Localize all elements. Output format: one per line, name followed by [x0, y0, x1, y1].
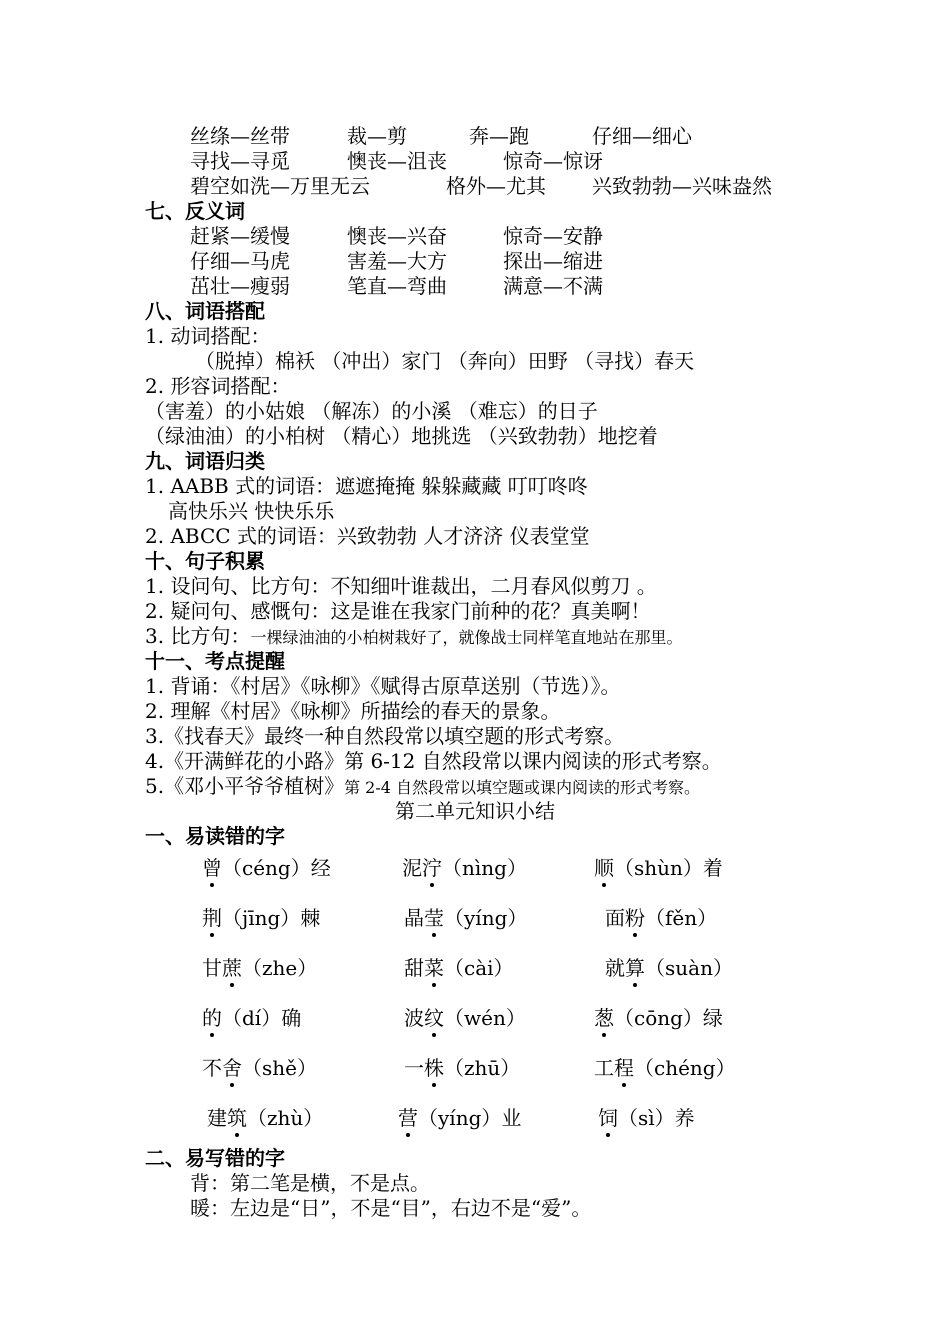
entry-pinyin: （shùn）着 — [614, 856, 723, 880]
synonym-word: 寻找—寻觅 — [190, 149, 290, 173]
synonym-word: 丝绦—丝带 — [190, 124, 290, 148]
dotted-character: 筑 — [227, 1106, 247, 1130]
antonym-word: 赶紧—缓慢 — [190, 224, 290, 248]
dotted-character: 蔗 — [222, 956, 242, 980]
pronunciation-entry — [404, 956, 514, 981]
entry-pinyin: （dí）确 — [222, 1006, 302, 1030]
section-heading: 十一、考点提醒 — [145, 649, 285, 673]
dotted-character: 纹 — [424, 1006, 444, 1030]
pronunciation-entry — [594, 1056, 736, 1081]
entry-pinyin: （suàn） — [645, 956, 733, 980]
synonym-word: 兴致勃勃—兴味盎然 — [592, 174, 772, 198]
entry-prefix: 一 — [404, 1056, 424, 1080]
unit-title: 第二单元知识小结 — [395, 799, 555, 823]
dotted-character: 株 — [424, 1056, 444, 1080]
entry-pinyin: （wén） — [444, 1006, 526, 1030]
dotted-character: 的 — [202, 1006, 222, 1030]
dotted-character: 营 — [398, 1106, 418, 1130]
dotted-character: 顺 — [594, 856, 614, 880]
pronunciation-entry — [594, 856, 723, 881]
list-item: 2. 理解《村居》《咏柳》所描绘的春天的景象。 — [145, 699, 561, 723]
entry-pinyin: （cài） — [444, 956, 514, 980]
dotted-character: 泞 — [422, 856, 442, 880]
dotted-character: 饲 — [598, 1106, 618, 1130]
synonym-word: 惊奇—惊讶 — [503, 149, 603, 173]
entry-prefix: 就 — [605, 956, 625, 980]
entry-prefix: 晶 — [404, 906, 424, 930]
antonym-word: 仔细—马虎 — [190, 249, 290, 273]
entry-pinyin: （chéng） — [634, 1056, 736, 1080]
entry-pinyin: （zhū） — [444, 1056, 521, 1080]
entry-pinyin: （yíng）业 — [418, 1106, 522, 1130]
pronunciation-entry — [598, 1106, 695, 1131]
synonym-word: 裁—剪 — [347, 124, 407, 148]
dotted-character: 莹 — [424, 906, 444, 930]
section-heading: 九、词语归类 — [145, 449, 265, 473]
dotted-character: 粉 — [625, 906, 645, 930]
section-heading: 八、词语搭配 — [145, 299, 265, 323]
entry-pinyin: （nìng） — [442, 856, 527, 880]
entry-pinyin: （jīng）棘 — [222, 906, 321, 930]
dotted-character: 曾 — [202, 856, 222, 880]
list-item: 2. 疑问句、感慨句：这是谁在我家门前种的花？真美啊！ — [145, 599, 651, 623]
pronunciation-entry — [398, 1106, 521, 1131]
list-item: 1. 设问句、比方句：不知细叶谁裁出，二月春风似剪刀 。 — [145, 574, 657, 598]
pronunciation-entry — [202, 956, 317, 981]
pronunciation-entry — [207, 1106, 323, 1131]
pronunciation-entry — [404, 1056, 520, 1081]
entry-prefix: 甘 — [202, 956, 222, 980]
dotted-character: 菜 — [424, 956, 444, 980]
dotted-character: 算 — [625, 956, 645, 980]
pronunciation-entry — [594, 1006, 723, 1031]
dotted-character: 舍 — [222, 1056, 242, 1080]
synonym-word: 懊丧—沮丧 — [347, 149, 447, 173]
antonym-word: 探出—缩进 — [503, 249, 603, 273]
entry-pinyin: （shě） — [242, 1056, 317, 1080]
list-item: 1. 背诵：《村居》《咏柳》《赋得古原草送别（节选）》。 — [145, 674, 621, 698]
pronunciation-entry — [202, 1056, 317, 1081]
entry-prefix: 建 — [207, 1106, 227, 1130]
entry-pinyin: （cōng）绿 — [614, 1006, 723, 1030]
entry-pinyin: （yíng） — [444, 906, 528, 930]
entry-pinyin: （zhù） — [247, 1106, 324, 1130]
pronunciation-entry — [404, 1006, 526, 1031]
list-item: 1. AABB 式的词语：遮遮掩掩 躲躲藏藏 叮叮咚咚 — [145, 474, 588, 498]
list-item-text: 一棵绿油油的小柏树栽好了，就像战士同样笔直地站在那里。 — [250, 628, 683, 647]
section-heading: 十、句子积累 — [145, 549, 265, 573]
entry-prefix: 工 — [594, 1056, 614, 1080]
entry-pinyin: （zhe） — [242, 956, 318, 980]
section-heading: 一、易读错的字 — [145, 824, 285, 848]
list-item-prefix: 3. 比方句： — [145, 624, 251, 648]
pronunciation-entry — [605, 956, 733, 981]
list-item: （绿油油）的小柏树 （精心）地挑选 （兴致勃勃）地挖着 — [145, 424, 658, 448]
pronunciation-entry — [404, 906, 527, 931]
pronunciation-entry — [202, 906, 320, 931]
pronunciation-entry — [202, 856, 331, 881]
entry-pinyin: （sì）养 — [618, 1106, 695, 1130]
dotted-character: 荆 — [202, 906, 222, 930]
list-item: （害羞）的小姑娘 （解冻）的小溪 （难忘）的日子 — [145, 399, 598, 423]
list-item — [145, 774, 700, 800]
list-item: （脱掉）棉袄 （冲出）家门 （奔向）田野 （寻找）春天 — [195, 349, 695, 373]
entry-pinyin: （fěn） — [645, 906, 718, 930]
list-item: 背：第二笔是横，不是点。 — [190, 1171, 430, 1195]
list-item: 1. 动词搭配： — [145, 324, 271, 348]
list-item-text: 第 2-4 自然段常以填空题或课内阅读的形式考察。 — [344, 778, 701, 797]
antonym-word: 满意—不满 — [503, 274, 603, 298]
list-item: 暖：左边是“日”，不是“目”，右边不是“爱”。 — [190, 1196, 592, 1220]
list-item: 4.《开满鲜花的小路》第 6-12 自然段常以课内阅读的形式考察。 — [145, 749, 722, 773]
antonym-word: 懊丧—兴奋 — [347, 224, 447, 248]
entry-pinyin: （céng）经 — [222, 856, 331, 880]
entry-prefix: 波 — [404, 1006, 424, 1030]
dotted-character: 程 — [614, 1056, 634, 1080]
antonym-word: 茁壮—瘦弱 — [190, 274, 290, 298]
antonym-word: 害羞—大方 — [347, 249, 447, 273]
list-item-prefix: 5.《邓小平爷爷植树》 — [145, 774, 345, 798]
entry-prefix: 面 — [605, 906, 625, 930]
pronunciation-entry — [402, 856, 527, 881]
list-item — [145, 624, 682, 650]
antonym-word: 笔直—弯曲 — [347, 274, 447, 298]
section-heading: 二、易写错的字 — [145, 1146, 285, 1170]
list-item: 2. 形容词搭配： — [145, 374, 291, 398]
synonym-word: 碧空如洗—万里无云 — [190, 174, 370, 198]
dotted-character: 葱 — [594, 1006, 614, 1030]
entry-prefix: 不 — [202, 1056, 222, 1080]
synonym-word: 奔—跑 — [469, 124, 529, 148]
pronunciation-entry — [605, 906, 717, 931]
synonym-word: 格外—尤其 — [446, 174, 546, 198]
entry-prefix: 甜 — [404, 956, 424, 980]
section-heading: 七、反义词 — [145, 199, 245, 223]
antonym-word: 惊奇—安静 — [503, 224, 603, 248]
list-item: 3.《找春天》最终一种自然段常以填空题的形式考察。 — [145, 724, 625, 748]
pronunciation-entry — [202, 1006, 301, 1031]
list-item: 高快乐兴 快快乐乐 — [168, 499, 335, 523]
list-item: 2. ABCC 式的词语：兴致勃勃 人才济济 仪表堂堂 — [145, 524, 590, 548]
synonym-word: 仔细—细心 — [592, 124, 692, 148]
entry-prefix: 泥 — [402, 856, 422, 880]
